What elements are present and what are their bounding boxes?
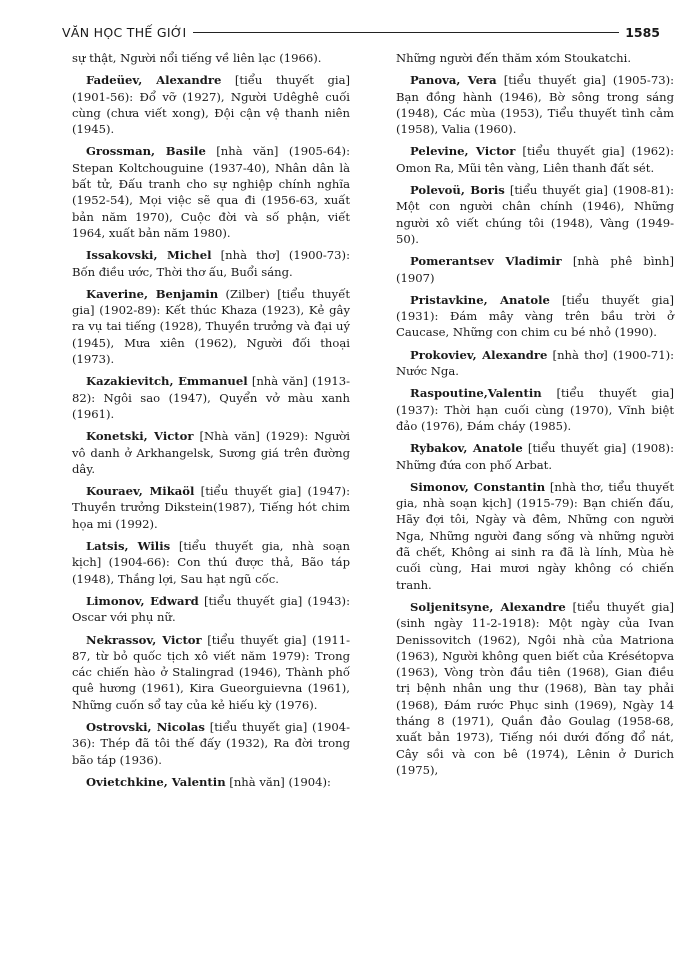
author-name: Panova, Vera <box>410 73 497 88</box>
author-name: Konetski, Victor <box>86 429 194 444</box>
entry-text: [nhà phê bình] (1907) <box>396 254 674 285</box>
author-name: Kazakievitch, Emmanuel <box>86 374 248 389</box>
entry <box>72 719 350 768</box>
running-header <box>62 22 660 42</box>
author-name: Soljenitsyne, Alexandre <box>410 599 566 614</box>
author-name: Polevoü, Boris <box>410 183 505 198</box>
entry-text: [tiểu thuyết gia, nhà soạn kịch] (1904-66): Con thú được thả, Bão táp (1948), Thắng lợi, Sau hạt ngũ cốc. <box>72 539 351 586</box>
entry <box>396 599 674 778</box>
entry-text: sự thật, Người nổi tiếng về liên lạc (1966). <box>72 51 322 65</box>
entry-text: [tiểu thuyết gia] (1904-36): Thép đã tôi thế đấy (1932), Ra đời trong bão táp (1936). <box>72 719 350 767</box>
entry <box>72 632 350 713</box>
entry-text: [tiểu thuyết gia] (1911-87, từ bỏ quốc tịch xô viết năm 1979): Trong các chiến hào ở Stalingrad (1946), Thành phố quê hương (1961), Kira Gueorguievna (1961), Những cuốn sổ tay của kẻ hiếu kỳ (1976). <box>72 632 350 712</box>
entry-text: [tiểu thuyết gia] (1908-81): Một con người chân chính (1946), Những người xô viết chúng tôi (1948), Vàng (1949-50). <box>396 183 675 246</box>
author-name: Limonov, Edward <box>86 593 199 608</box>
author-name: Fadeüev, Alexandre <box>86 73 222 88</box>
author-name: Kaverine, Benjamin <box>86 286 219 301</box>
entry <box>72 428 350 477</box>
entry-text: [tiểu thuyết gia] (sinh ngày 11-2-1918): Một ngày của Ivan Denissovitch (1962), Ngôi nhà của Matriona (1963), Người không quen biết của Krésétopva (1963), Vòng tròn đầu tiên (1968), Gian điều trị bệnh nhân ung thư (1968), Bàn tay phải (1968), Đám rước Phục sinh (1969), Ngày 14 tháng 8 (1971), Quần đảo Goulag (1958-68, xuất bản 1973), Tiếng nói dưới đống đổ nát, Cây sồi và con bê (1974), Lênin ở Durich (1975), <box>396 599 674 777</box>
left-column <box>72 50 350 796</box>
author-name: Pristavkine, Anatole <box>410 292 550 307</box>
entry-text: [tiểu thuyết gia] (1962): Omon Ra, Mũi tên vàng, Liên thanh đất sét. <box>396 144 674 175</box>
entry <box>72 143 350 241</box>
entry <box>396 347 674 380</box>
author-name: Rybakov, Anatole <box>410 441 523 456</box>
entry <box>72 72 350 137</box>
author-name: Pelevine, Victor <box>410 144 516 159</box>
running-title: VĂN HỌC THẾ GIỚI <box>62 24 187 40</box>
entry-text: (Zilber) [tiểu thuyết gia] (1902-89): Kết thúc Khaza (1923), Kẻ gây ra vụ tai tiếng (1928), Thuyền trưởng và đại uý (1945), Mưa xiên (1962), Người đối thoại (1973). <box>72 286 350 367</box>
entry-text: [Nhà văn] (1929): Người vô danh ở Arkhangelsk, Sương giá trên đường dây. <box>72 429 350 476</box>
page-number: 1585 <box>625 24 660 40</box>
entry <box>72 247 350 280</box>
author-name: Grossman, Basile <box>86 144 206 159</box>
author-name: Simonov, Constantin <box>410 479 546 494</box>
header-rule <box>193 32 620 33</box>
entry-text: [tiểu thuyết gia] (1901-56): Đổ vỡ (1927), Người Udêghê cuối cùng (chưa viết xong), Đội cận vệ thanh niên (1945). <box>72 73 351 137</box>
author-name: Latsis, Wilis <box>86 539 171 554</box>
entry-text: [nhà văn] (1913-82): Ngôi sao (1947), Quyển vở màu xanh (1961). <box>72 374 350 421</box>
right-column <box>396 50 674 784</box>
entry <box>396 292 674 341</box>
entry-text: [nhà thơ, tiểu thuyết gia, nhà soạn kịch] (1915-79): Bạn chiến đấu, Hãy đợi tôi, Ngày và đêm, Những con người Nga, Những người đang sống và những người đã chết, Không ai sinh ra đã là lính, Mùa hè cuối cùng, Hai mươi ngày không có chiến tranh. <box>396 479 674 592</box>
entry <box>72 286 350 367</box>
entry <box>72 50 350 66</box>
entry <box>396 440 674 473</box>
entry <box>72 774 350 790</box>
entry <box>72 373 350 422</box>
entry-text: [tiểu thuyết gia] (1947): Thuyền trưởng Dikstein(1987), Tiếng hót chim họa mi (1992). <box>72 484 350 531</box>
author-name: Issakovski, Michel <box>86 248 212 263</box>
author-name: Pomerantsev Vladimir <box>410 254 562 269</box>
entry <box>72 593 350 626</box>
entry <box>72 483 350 532</box>
author-name: Raspoutine,Valentin <box>410 386 542 401</box>
entry <box>396 72 674 137</box>
entry <box>396 385 674 434</box>
author-name: Ostrovski, Nicolas <box>86 719 205 734</box>
entry-text: Những người đến thăm xóm Stoukatchi. <box>396 51 631 65</box>
entry <box>72 538 350 587</box>
entry-text: [tiểu thuyết gia] (1943): Oscar với phụ nữ. <box>72 593 350 625</box>
entry-text: [tiểu thuyết gia] (1908): Những đứa con phố Arbat. <box>396 441 674 472</box>
entry <box>396 182 674 247</box>
entry-text: [nhà văn] (1904): <box>225 774 331 789</box>
entry-text: [nhà thơ] (1900-71): Nước Nga. <box>396 347 674 379</box>
author-name: Nekrassov, Victor <box>86 632 202 647</box>
author-name: Prokoviev, Alexandre <box>410 347 548 362</box>
entry <box>396 143 674 176</box>
entry <box>396 253 674 286</box>
author-name: Ovietchkine, Valentin <box>86 774 226 789</box>
entry <box>396 50 674 66</box>
entry-text: [nhà thơ] (1900-73): Bốn điều ước, Thời thơ ấu, Buổi sáng. <box>72 248 350 279</box>
entry-text: [tiểu thuyết gia] (1905-73): Bạn đồng hành (1946), Bờ sông trong sáng (1948), Các mùa (1953), Tiểu thuyết tình cảm (1958), Valia (1960). <box>396 73 674 137</box>
author-name: Kouraev, Mikaöl <box>86 484 195 499</box>
entry <box>396 479 674 593</box>
entry-text: [tiểu thuyết gia] (1931): Đám mây vàng trên bầu trời ở Caucase, Những con chim cu bé nhỏ (1990). <box>396 292 675 340</box>
entry-text: [nhà văn] (1905-64): Stepan Koltchouguine (1937-40), Nhân dân là bất tử, Đấu tranh cho sự nghiệp chính nghĩa (1952-54), Mọi việc sẽ qua đi (1956-63, xuất bản năm 1970), Cuộc đời và số phận, viết 1964, xuất bản năm 1980). <box>72 144 350 240</box>
entry-text: [tiểu thuyết gia] (1937): Thời hạn cuối cùng (1970), Vĩnh biệt đảo (1976), Đám cháy (1985). <box>396 386 674 433</box>
